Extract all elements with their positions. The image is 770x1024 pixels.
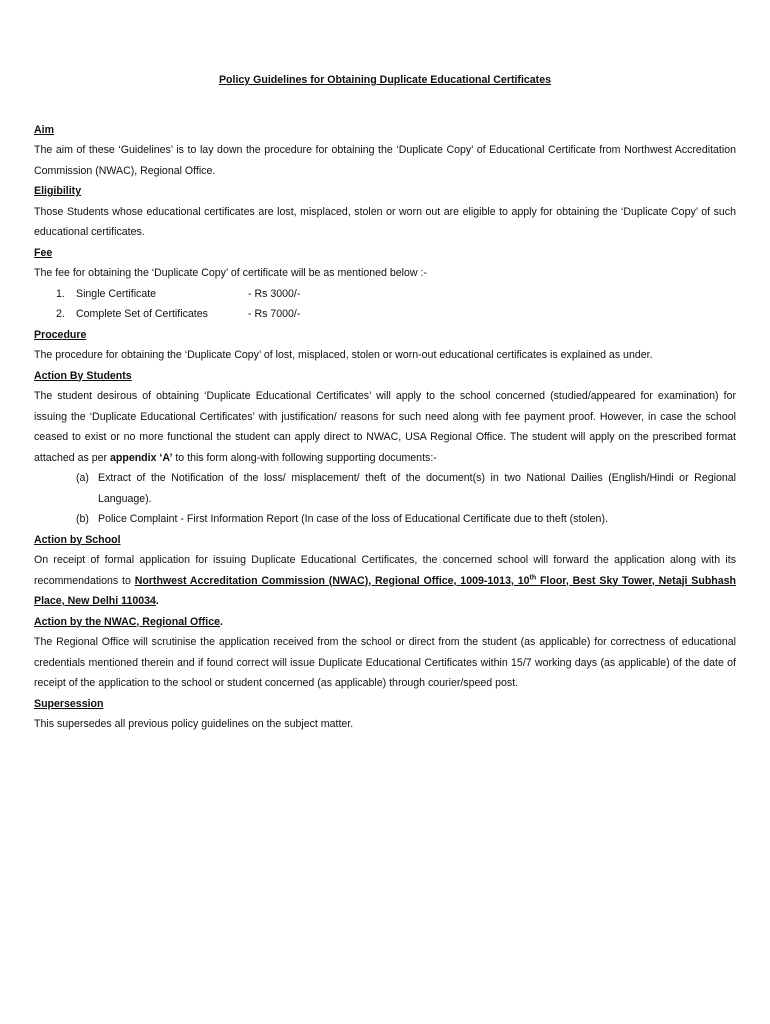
supporting-document-text: Extract of the Notification of the loss/ misplacement/ theft of the document(s) in two National Dailies (English/Hindi or Regional Language). (98, 472, 736, 505)
fee-list (34, 284, 736, 325)
supporting-document-item (34, 509, 736, 530)
appendix-reference: appendix ‘A’ (109, 451, 173, 464)
supporting-document-mark: (a) (76, 472, 89, 484)
school-text (34, 550, 736, 612)
nwac-heading-line (34, 612, 736, 633)
supporting-documents-list (34, 468, 736, 530)
supporting-document-mark: (b) (76, 513, 89, 525)
supersession-text: This supersedes all previous policy guidelines on the subject matter. (34, 718, 354, 730)
students-text-end: to this form along-with following supporting documents:- (175, 451, 437, 464)
fee-item-name: Single Certificate (76, 287, 157, 300)
eligibility-text: Those Students whose educational certificates are lost, misplaced, stolen or worn out are eligible to apply for obtaining the ‘Duplicate Copy’ of such educational certificates. (34, 205, 736, 238)
fee-text: The fee for obtaining the ‘Duplicate Copy’ of certificate will be as mentioned below :- (34, 267, 427, 279)
students-text-start: The student desirous of obtaining ‘Duplicate Educational Certificates’ will apply to the school concerned (studied/appeared for examination) for issuing the ‘Duplicate Educational Certificates’ with justification/ reasons for such need along with fee payment proof. However, in case the school ceased to exist or no more functional the student can apply direct to NWAC, USA Regional Office. The student will apply on the prescribed format attached as per (34, 390, 736, 464)
nwac-address-superscript: th (529, 573, 537, 581)
eligibility-heading: Eligibility (34, 185, 82, 197)
fee-item-number: 1. (56, 287, 65, 300)
fee-item-single (34, 284, 736, 305)
school-text-start: On receipt of formal application for issuing Duplicate Educational Certificates, the concerned school will forward the application along with its recommendations to (34, 554, 736, 587)
school-text-end: . (155, 595, 159, 607)
nwac-heading: Action by the NWAC, Regional Office (34, 615, 220, 628)
fee-heading: Fee (34, 246, 53, 259)
students-heading: Action By Students (34, 369, 132, 382)
nwac-address (34, 575, 736, 608)
supersession-heading: Supersession (34, 697, 104, 710)
fee-item-complete-set (34, 304, 736, 325)
supporting-document-item (34, 468, 736, 509)
supporting-document-text: Police Complaint - First Information Report (In case of the loss of Educational Certificate due to theft (stolen). (98, 513, 608, 525)
fee-item-amount: - Rs 3000/- (248, 287, 301, 300)
aim-text: The aim of these ‘Guidelines’ is to lay down the procedure for obtaining the ‘Duplicate Copy’ of Educational Certificate from Northwest Accreditation Commission (NWAC), Regional Office. (34, 144, 736, 177)
nwac-address-part-2: Floor, Best Sky Tower, Netaji Subhash Place, New Delhi 110034 (34, 574, 737, 607)
document-title: Policy Guidelines for Obtaining Duplicate Educational Certificates (218, 74, 551, 86)
students-text (34, 386, 736, 468)
procedure-heading: Procedure (34, 328, 87, 341)
fee-item-amount: - Rs 7000/- (248, 308, 301, 320)
nwac-text: The Regional Office will scrutinise the application received from the school or direct from the student (as applicable) for correctness of educational credentials mentioned therein and if found correct will issue Duplicate Educational Certificates within 15/7 working days (as applicable) of the date of receipt of the application to the school or student concerned (as applicable) through courier/speed post. (34, 636, 736, 689)
document-page (34, 60, 736, 735)
fee-item-number: 2. (56, 308, 65, 320)
school-heading: Action by School (34, 533, 121, 546)
fee-item-name: Complete Set of Certificates (76, 308, 208, 320)
procedure-text: The procedure for obtaining the ‘Duplicate Copy’ of lost, misplaced, stolen or worn-out educational certificates is explained as under. (34, 349, 653, 361)
nwac-address-part-1: Northwest Accreditation Commission (NWAC), Regional Office, 1009-1013, 10 (134, 574, 530, 587)
aim-heading: Aim (34, 123, 55, 136)
nwac-heading-suffix: . (220, 615, 223, 628)
